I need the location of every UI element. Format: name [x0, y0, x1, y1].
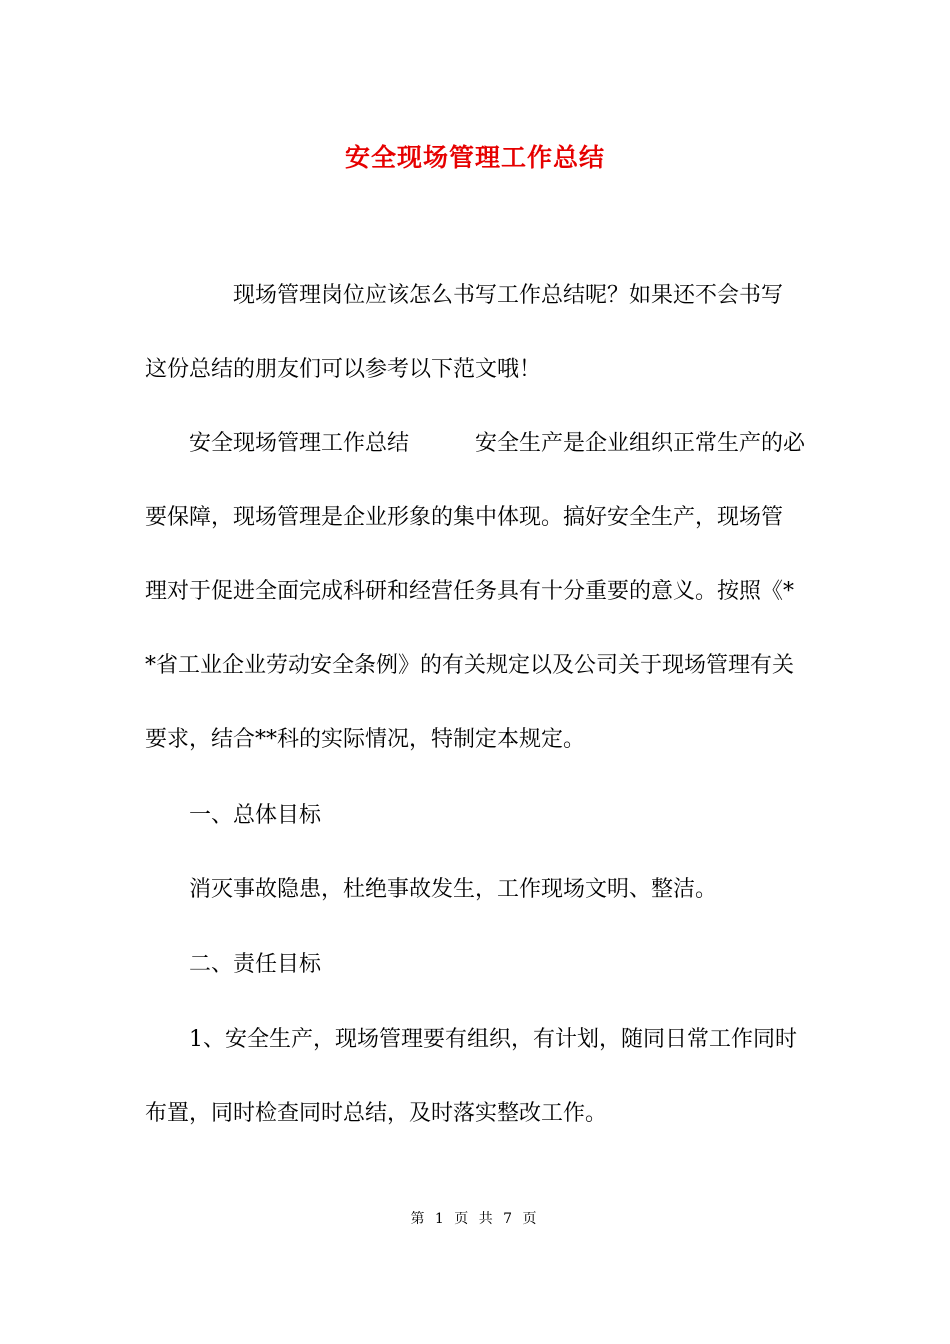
- body-line-2: 这份总结的朋友们可以参考以下范文哦！: [145, 357, 542, 382]
- body-line-4: 要保障，现场管理是企业形象的集中体现。搞好安全生产，现场管: [145, 505, 784, 530]
- body-line-1: 现场管理岗位应该怎么书写工作总结呢？如果还不会书写: [145, 283, 784, 308]
- section-heading-2: 二、责任目标: [145, 952, 322, 977]
- page-footer: 第 1 页 共 7 页: [410, 1211, 540, 1227]
- body-line-8: 消灭事故隐患，杜绝事故发生，工作现场文明、整洁。: [145, 877, 718, 902]
- body-line-6: *省工业企业劳动安全条例》的有关规定以及公司关于现场管理有关: [145, 653, 795, 678]
- body-line-9: 1、安全生产，现场管理要有组织，有计划，随同日常工作同时: [145, 1027, 797, 1052]
- body-line-3: 安全现场管理工作总结 安全生产是企业组织正常生产的必: [145, 431, 806, 456]
- section-heading-1: 一、总体目标: [145, 803, 322, 828]
- body-line-5: 理对于促进全面完成科研和经营任务具有十分重要的意义。按照《*: [145, 579, 795, 604]
- document-title: 安全现场管理工作总结: [344, 143, 605, 172]
- body-line-10: 布置，同时检查同时总结，及时落实整改工作。: [145, 1101, 608, 1126]
- body-line-7: 要求，结合**科的实际情况，特制定本规定。: [145, 727, 586, 752]
